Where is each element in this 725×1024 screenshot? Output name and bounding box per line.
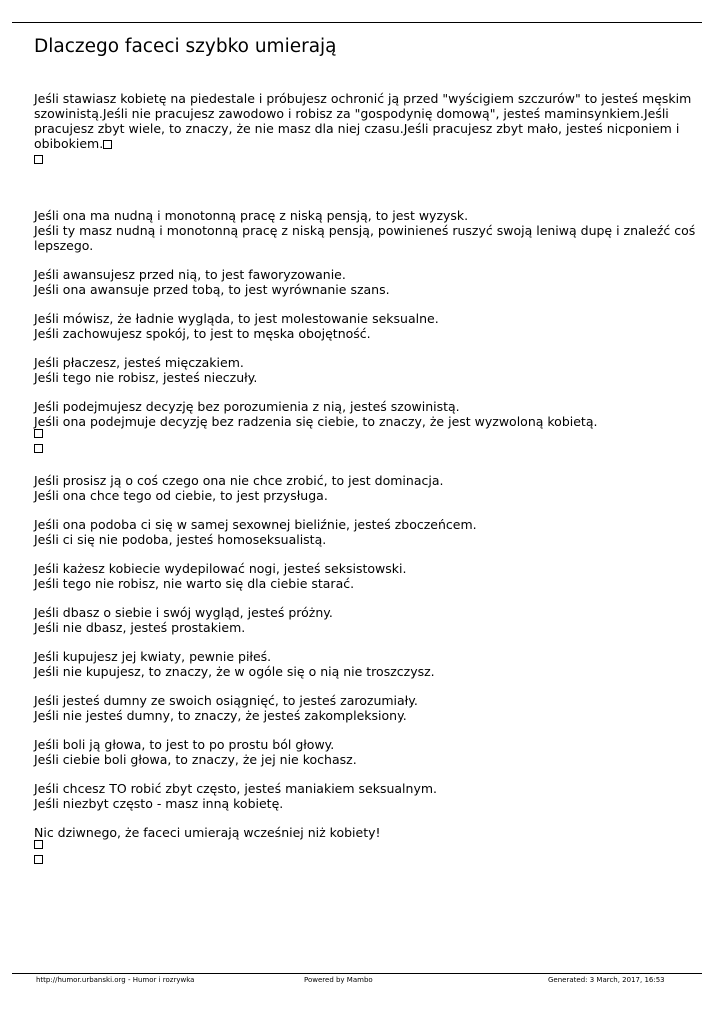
footer-generated-date: Generated: 3 March, 2017, 16:53 [548,976,665,984]
page-title: Dlaczego faceci szybko umierają [34,36,337,57]
footer-powered-by: Powered by Mambo [304,976,373,984]
paragraph: Jeśli kupujesz jej kwiaty, pewnie piłeś. Jeśli nie kupujesz, to znaczy, że w ogóle się o nią nie troszczysz. [34,649,435,679]
missing-glyph-icon [34,855,43,864]
missing-glyph-icon [34,840,43,849]
paragraph: Jeśli boli ją głowa, to jest to po prostu ból głowy. Jeśli ciebie boli głowa, to znaczy, że jej nie kochasz. [34,737,357,767]
paragraph: Jeśli każesz kobiecie wydepilować nogi, jesteś seksistowski. Jeśli tego nie robisz, nie warto się dla ciebie starać. [34,561,407,591]
paragraph: Jeśli chcesz TO robić zbyt często, jesteś maniakiem seksualnym. Jeśli niezbyt często - masz inną kobietę. [34,781,438,811]
missing-glyph-icon [34,429,43,438]
intro-paragraph [34,91,696,166]
paragraph: Jeśli jesteś dumny ze swoich osiągnięć, to jesteś zarozumiały. Jeśli nie jesteś dumny, to znaczy, że jesteś zakompleksiony. [34,693,418,723]
top-rule [12,22,702,23]
missing-glyph-icon [34,155,43,164]
missing-glyph-icon [103,140,112,149]
missing-glyph-icon [34,444,43,453]
paragraph: Jeśli awansujesz przed nią, to jest faworyzowanie. Jeśli ona awansuje przed tobą, to jest wyrównanie szans. [34,267,390,297]
paragraph: Jeśli podejmujesz decyzję bez porozumienia z nią, jesteś szowinistą. Jeśli ona podejmuje decyzję bez radzenia się ciebie, to znaczy, że jest wyzwoloną kobietą. [34,399,696,459]
paragraph: Jeśli prosisz ją o coś czego ona nie chce zrobić, to jest dominacja. Jeśli ona chce tego od ciebie, to jest przysługa. [34,473,444,503]
footer-rule [12,973,702,974]
footer-site-link[interactable]: http://humor.urbanski.org - Humor i rozrywka [36,976,195,984]
intro-text: Jeśli stawiasz kobietę na piedestale i próbujesz ochronić ją przed "wyścigiem szczurów" to jesteś męskim szowinistą.Jeśli nie pracujesz zawodowo i robisz za "gospodynię domową", jesteś maminsynkiem.Jeśli pracujesz zbyt wiele, to znaczy, że nie masz dla niej czasu.Jeśli pracujesz zbyt mało, jesteś nicponiem i obibokiem. [34,91,692,151]
paragraph: Jeśli płaczesz, jesteś mięczakiem. Jeśli tego nie robisz, jesteś nieczuły. [34,355,258,385]
paragraph: Jeśli ona podoba ci się w samej sexownej bieliźnie, jesteś zboczeńcem. Jeśli ci się nie podoba, jesteś homoseksualistą. [34,517,477,547]
paragraph: Jeśli dbasz o siebie i swój wygląd, jesteś próżny. Jeśli nie dbasz, jesteś prostakiem. [34,605,333,635]
paragraph: Jeśli mówisz, że ładnie wygląda, to jest molestowanie seksualne. Jeśli zachowujesz spokój, to jest to męska obojętność. [34,311,439,341]
paragraph: Jeśli ona ma nudną i monotonną pracę z niską pensją, to jest wyzysk. Jeśli ty masz nudną i monotonną pracę z niską pensją, powinieneś ruszyć swoją leniwą dupę i znaleźć coś lepszego. [34,208,696,253]
article-body [34,208,696,884]
closing-paragraph: Nic dziwnego, że faceci umierają wcześniej niż kobiety! [34,825,696,870]
